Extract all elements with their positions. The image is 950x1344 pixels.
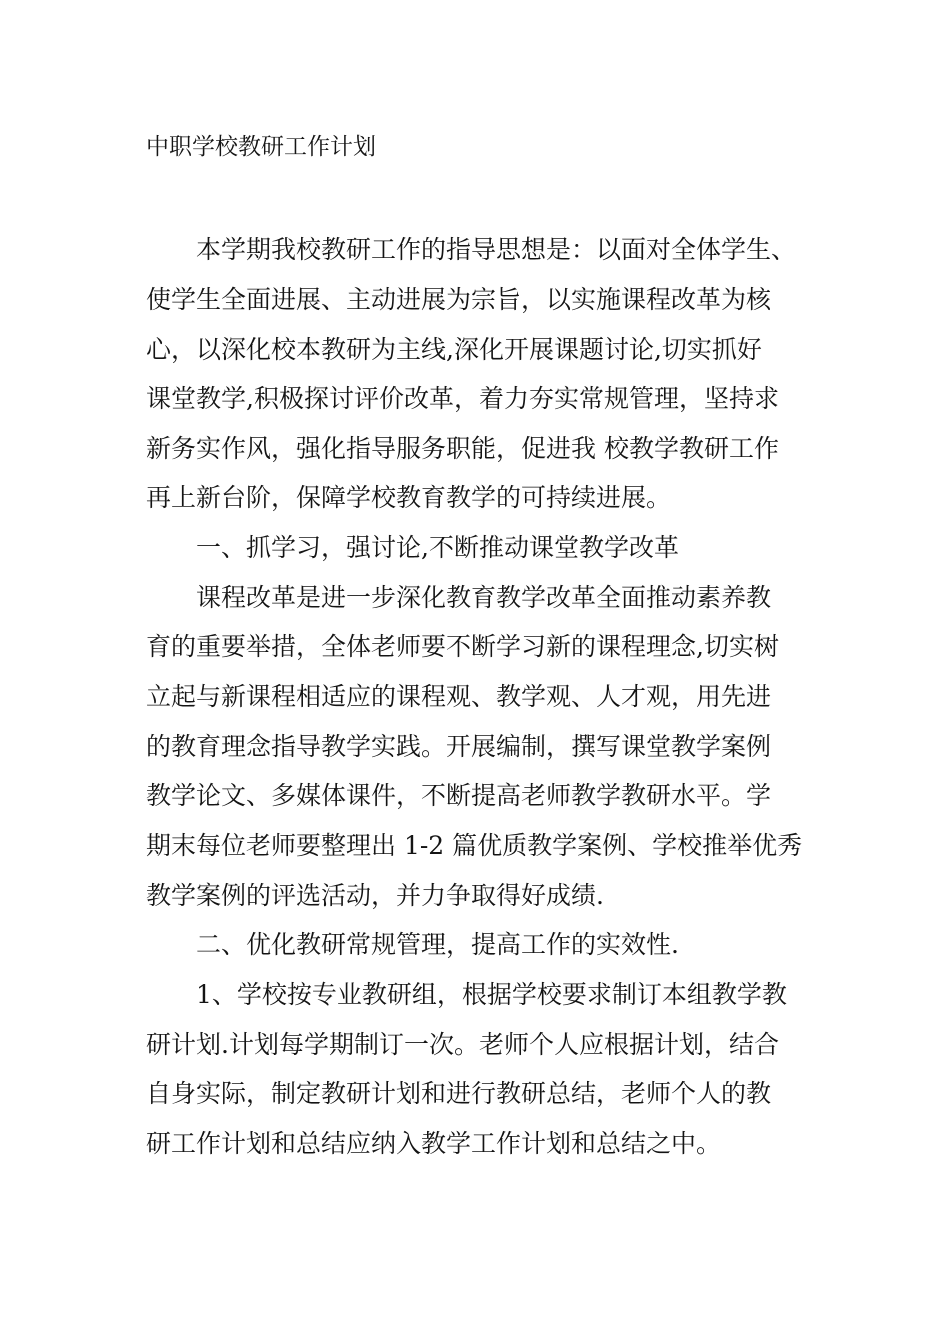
paragraph-line: 研工作计划和总结应纳入教学工作计划和总结之中。 bbox=[146, 1129, 722, 1158]
paragraph-line: 1、学校按专业教研组，根据学校要求制订本组教学教 bbox=[196, 980, 787, 1009]
paragraph-line: 新务实作风，强化指导服务职能，促进我 校教学教研工作 bbox=[146, 434, 779, 463]
paragraph-line: 自身实际，制定教研计划和进行教研总结，老师个人的教 bbox=[146, 1079, 772, 1108]
paragraph-line: 育的重要举措，全体老师要不断学习新的课程理念,切实树 bbox=[146, 632, 779, 661]
paragraph-line: 教学论文、多媒体课件，不断提高老师教学教研水平。学 bbox=[146, 781, 772, 810]
paragraph-line: 研计划.计划每学期制订一次。老师个人应根据计划，结合 bbox=[146, 1030, 779, 1059]
paragraph-line: 本学期我校教研工作的指导思想是：以面对全体学生、 bbox=[196, 235, 797, 264]
paragraph-line: 课程改革是进一步深化教育教学改革全面推动素养教 bbox=[196, 583, 772, 612]
paragraph-line: 再上新台阶，保障学校教育教学的可持续进展。 bbox=[146, 483, 672, 512]
paragraph-line: 期末每位老师要整理出 1-2 篇优质教学案例、学校推举优秀 bbox=[146, 831, 803, 860]
paragraph-line: 课堂教学,积极探讨评价改革，着力夯实常规管理，坚持求 bbox=[146, 384, 779, 413]
section-heading: 二、优化教研常规管理，提高工作的实效性. bbox=[196, 930, 679, 959]
paragraph-line: 教学案例的评选活动，并力争取得好成绩. bbox=[146, 881, 604, 910]
document-title: 中职学校教研工作计划 bbox=[146, 134, 376, 160]
paragraph-line: 心，以深化校本教研为主线,深化开展课题讨论,切实抓好 bbox=[146, 335, 762, 364]
paragraph-line: 使学生全面进展、主动进展为宗旨，以实施课程改革为核 bbox=[146, 285, 772, 314]
section-heading: 一、抓学习，强讨论,不断推动课堂教学改革 bbox=[196, 533, 679, 562]
paragraph-line: 的教育理念指导教学实践。开展编制，撰写课堂教学案例 bbox=[146, 732, 772, 761]
paragraph-line: 立起与新课程相适应的课程观、教学观、人才观，用先进 bbox=[146, 682, 772, 711]
